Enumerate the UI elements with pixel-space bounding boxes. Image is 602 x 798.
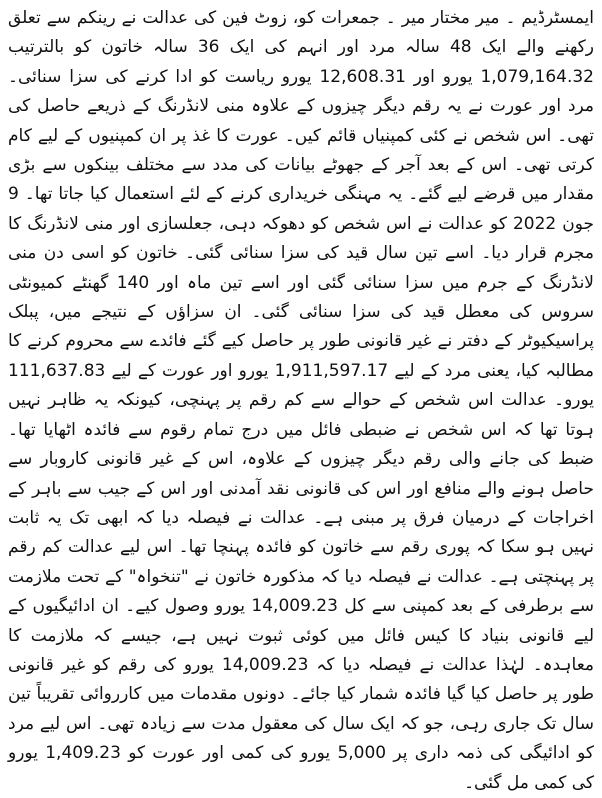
article-body: ایمسٹرڈیم ۔ میر مختار میر ۔ جمعرات کو، زوٹ فین کی عدالت نے رینکم سے تعلق رکھنے والے ایک 48 سالہ مرد اور انہم کی ایک 36 سالہ خاتون کو بالترتیب 1,079,164.32 یورو اور 12,608.31 یورو ریاست کو ادا کرنے کی سزا سنائی۔ مرد اور عورت نے یہ رقم دیگر چیزوں کے علاوہ منی لانڈرنگ کے ذریعے حاصل کی تھی۔ اس شخص نے کئی کمپنیاں قائم کیں۔ عورت کا غذ پر ان کمپنیوں کے لیے کام کرتی تھی۔ اس کے بعد آجر کے جھوٹے بیانات کی مدد سے مختلف بینکوں سے بڑی مقدار میں قرضے لیے گئے۔ یہ مہنگی خریداری کرنے کے لئے استعمال کیا جاتا تھا۔ 9 جون 2022 کو عدالت نے اس شخص کو دھوکہ دہی، جعلسازی اور منی لانڈرنگ کا مجرم قرار دیا۔ اسے تین سال قید کی سزا سنائی گئی۔ خاتون کو اسی دن منی لانڈرنگ کے جرم میں سزا سنائی گئی اور اسے تین ماہ اور 140 گھنٹے کمیونٹی سروس کی معطل قید کی سزا سنائی گئی۔ ان سزاؤں کے نتیجے میں، پبلک پراسیکیوٹر کے دفتر نے غیر قانونی طور پر حاصل کیے گئے فائدے سے محروم کرنے کا مطالبہ کیا، یعنی مرد کے لیے 1,911,597.17 یورو اور عورت کے لیے 111,637.83 یورو۔ عدالت اس شخص کے حوالے سے کم رقم پر پہنچی، کیونکہ یہ ظاہر نہیں ہوتا تھا کہ اس شخص نے ضبطی فائل میں درج تمام رقوم سے فائدہ اٹھایا تھا۔ ضبط کی جانے والی رقم دیگر چیزوں کے علاوہ، اس کے غیر قانونی کاروبار سے حاصل ہونے والے منافع اور اس کی قانونی نقد آمدنی اور اس کے جیب سے باہر کے اخراجات کے درمیان فرق پر مبنی ہے۔ عدالت نے فیصلہ دیا کہ ابھی تک یہ ثابت نہیں ہو سکا کہ پوری رقم سے خاتون کو فائدہ پہنچا تھا۔ اس لیے عدالت کم رقم پر پہنچتی ہے۔ عدالت نے فیصلہ دیا کہ مذکورہ خاتون نے "تنخواہ" کے تحت ملازمت سے برطرفی کے بعد کمپنی سے کل 14,009.23 یورو وصول کیے۔ ان ادائیگیوں کے لیے قانونی بنیاد کا کیس فائل میں کوئی ثبوت نہیں ہے، جیسے کہ ملازمت کا معاہدہ۔ لہٰذا عدالت نے فیصلہ دیا کہ 14,009.23 یورو کی رقم کو غیر قانونی طور پر حاصل کیا گیا فائدہ شمار کیا جائے۔ دونوں مقدمات میں کارروائی تقریباً تین سال تک جاری رہی، جو کہ ایک سال کی معقول مدت سے زیادہ تھی۔ اس لیے مرد کو ادائیگی کی ذمہ داری پر 5,000 یورو کی کمی اور عورت کو 1,409.23 یورو کی کمی مل گئی۔: [8, 8, 594, 793]
